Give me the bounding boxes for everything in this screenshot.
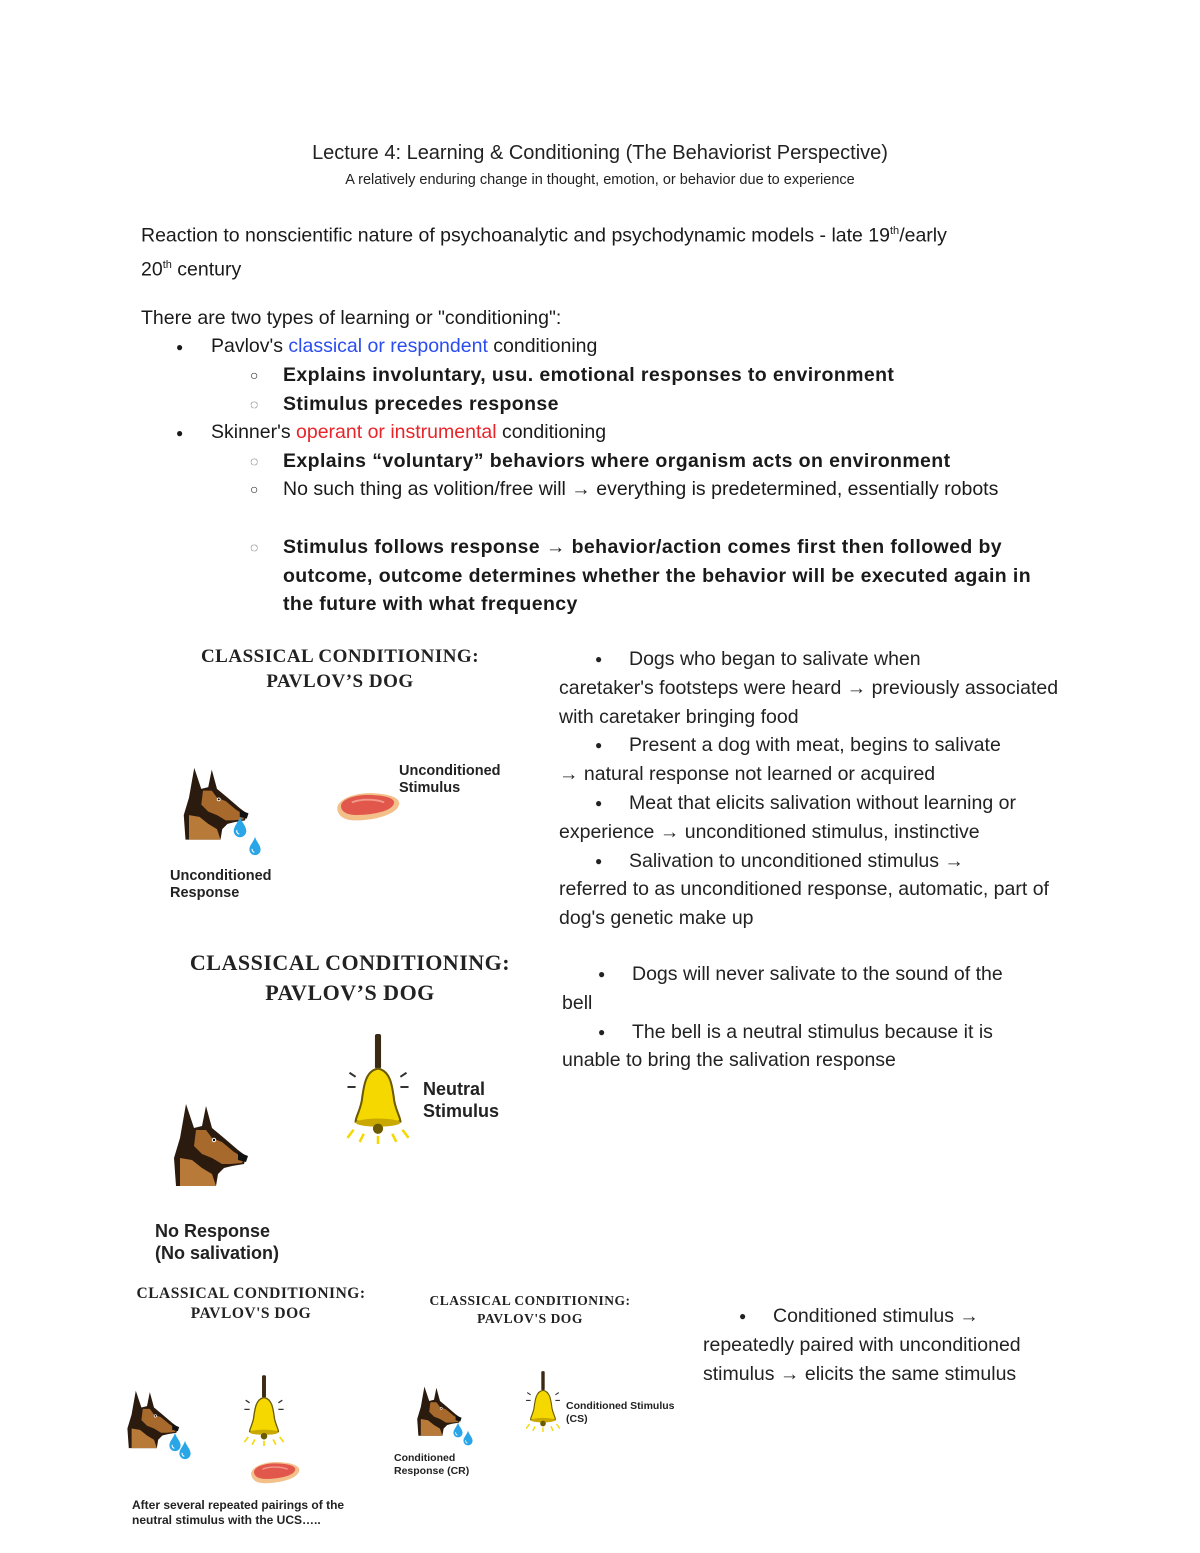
list-subitem-skinner-3 [246,533,1066,619]
fig2-label-ns-1: Neutral [423,1079,486,1099]
fig3-caption-1: After several repeated pairings of the [132,1498,345,1512]
fig4-label-cr-1: Conditioned [394,1452,456,1464]
fig4-label-cs-1: Conditioned Stimulus [566,1400,675,1412]
intro-text-d: century [171,258,242,280]
intro-text-a: Reaction to nonscientific nature of psychoanalytic and psychodynamic models - late 19 [141,224,890,247]
note-item [559,645,1069,731]
fig1-title-line2: PAVLOV’S DOG [266,671,414,692]
saliva-drop-icon [232,816,248,838]
fig2-label-ns-2: Stimulus [423,1101,500,1121]
pavlov-highlight: classical or respondent [288,335,488,357]
list-subitem-skinner-2 [246,475,1066,504]
pavlov-pre: Pavlov's [211,335,289,357]
meat-icon [246,1458,304,1486]
types-lead: There are two types of learning or "conditioning": [141,307,562,329]
skinner-sub1: Explains “voluntary” behaviors where organism acts on environment [283,450,951,472]
hollow-bullet-icon: ○ [250,481,259,497]
note-rest: caretaker's footsteps were heard → previously associated with caretaker bringing food [559,676,1059,728]
note-rest: unable to bring the salivation response [562,1049,896,1072]
fig2-label-nr-2: (No salivation) [155,1243,280,1263]
notes-ucs-ucr [559,645,1069,933]
skinner-post: conditioning [496,421,607,443]
notes-neutral-stimulus [562,960,1062,1075]
fig1-label-ucs-1: Unconditioned [399,763,501,779]
notes-conditioned [703,1302,1073,1388]
note-rest: → natural response not learned or acquired [559,763,936,786]
dotted-bullet-icon: ◌ [250,396,259,412]
list-item-pavlov [172,332,597,361]
skinner-pre: Skinner's [211,421,297,443]
list-subitem-skinner-1 [246,447,1066,476]
note-first-line: ● Present a dog with meat, begins to salivate [559,731,1069,760]
fig3-title-line1: CLASSICAL CONDITIONING: [136,1285,366,1302]
dotted-bullet-icon: ◌ [250,539,259,555]
fig1-label-ucr-2: Response [170,885,240,901]
fig1-label-ucr-1: Unconditioned [170,868,272,884]
note-first-line: ● The bell is a neutral stimulus because it is [562,1018,1062,1047]
list-subitem-pavlov-2 [246,390,1066,419]
note-item [559,847,1069,933]
fig4-title-line2: PAVLOV'S DOG [477,1311,583,1326]
pavlov-sub2: Stimulus precedes response [283,393,559,415]
skinner-sub3: Stimulus follows response → behavior/action comes first then followed by outcome, outcome determines whether the behavior will be executed again in the future with what frequency [283,536,1032,615]
bell-icon [244,1374,284,1446]
figure-neutral-stimulus [150,946,550,1266]
note-rest: repeatedly paired with unconditioned stimulus → elicits the same stimulus [703,1333,1021,1385]
skinner-highlight: operant or instrumental [296,421,497,443]
fig3-caption-2: neutral stimulus with the UCS….. [132,1513,321,1527]
note-rest: referred to as unconditioned response, automatic, part of dog's genetic make up [559,878,1049,930]
fig1-label-ucs-2: Stimulus [399,780,461,796]
dog-icon [172,1098,252,1188]
fig4-label-cs-2: (CS) [566,1413,588,1425]
fig2-label-nr-1: No Response [155,1221,271,1241]
note-item [703,1302,1073,1388]
note-rest: bell [562,991,593,1014]
note-first-line: ● Salivation to unconditioned stimulus → [559,847,1069,876]
intro-text-c: 20 [141,258,163,280]
figure-repeated-pairing [120,1282,390,1532]
hollow-bullet-icon: ○ [250,367,259,383]
page-title: Lecture 4: Learning & Conditioning (The Behaviorist Perspective) [312,142,888,164]
figure-conditioned [390,1290,690,1490]
note-first-line: ● Conditioned stimulus → [703,1302,1073,1331]
fig3-title-line2: PAVLOV'S DOG [190,1305,312,1322]
intro-paragraph [141,217,1071,284]
list-item-skinner [172,418,606,447]
saliva-drop-icon [178,1440,192,1460]
note-rest: experience → unconditioned stimulus, instinctive [559,820,980,843]
note-item [562,1018,1062,1076]
page-subtitle: A relatively enduring change in thought, emotion, or behavior due to experience [345,172,855,188]
saliva-drop-icon [462,1430,474,1446]
intro-text-b: /early [899,224,947,247]
fig4-title-line1: CLASSICAL CONDITIONING: [429,1293,631,1308]
note-first-line: ● Dogs who began to salivate when [559,645,1069,674]
bell-icon [526,1370,560,1432]
skinner-sub2: No such thing as volition/free will → everything is predetermined, essentially robots [283,478,999,500]
note-item [559,789,1069,847]
saliva-drop-icon [248,836,262,856]
note-first-line: ● Meat that elicits salivation without learning or [559,789,1069,818]
intro-sup-a: th [890,225,900,237]
note-item [559,731,1069,789]
dotted-bullet-icon: ◌ [250,453,259,469]
fig2-title-line1: CLASSICAL CONDITIONING: [189,950,511,975]
intro-sup-c: th [162,258,172,271]
note-item [562,960,1062,1018]
bell-icon [346,1032,410,1144]
fig1-title-line1: CLASSICAL CONDITIONING: [200,646,480,667]
list-subitem-pavlov-1 [246,361,1066,390]
pavlov-sub1: Explains involuntary, usu. emotional responses to environment [283,364,895,386]
pavlov-post: conditioning [487,335,598,357]
fig4-label-cr-2: Response (CR) [394,1465,470,1477]
meat-icon [332,788,404,824]
figure-ucs-ucr [170,640,510,920]
fig2-title-line2: PAVLOV’S DOG [265,980,435,1005]
note-first-line: ● Dogs will never salivate to the sound of the [562,960,1062,989]
